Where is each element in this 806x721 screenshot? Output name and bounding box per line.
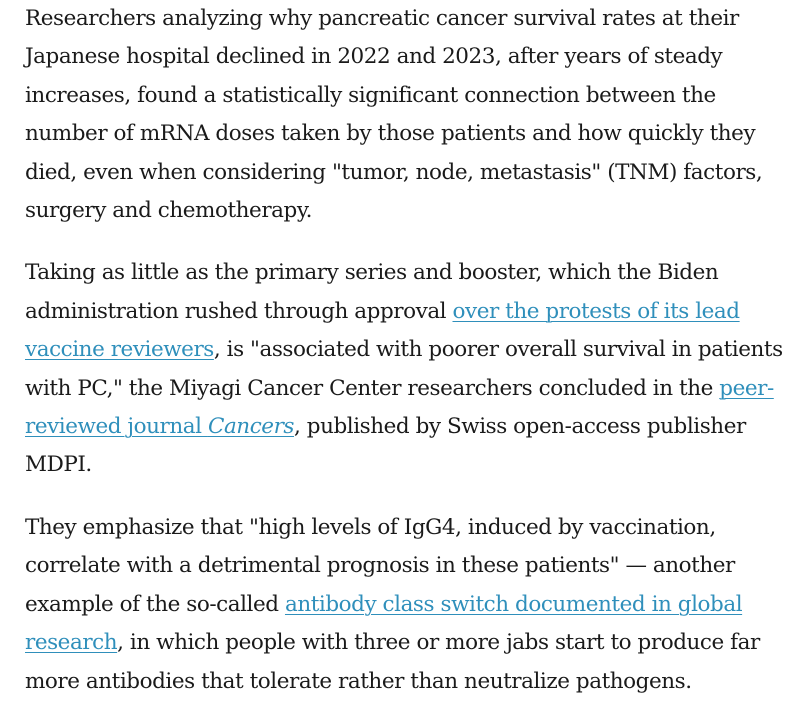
paragraph-3 — [25, 509, 790, 701]
paragraph-2 — [25, 254, 790, 484]
link-journal-name: Cancers — [207, 414, 294, 440]
paragraph-3-text-b: , in which people with three or more jabs start to produce far more antibodies that tolerate rather than neutralize pathogens. — [25, 630, 760, 694]
paragraph-1-text: Researchers analyzing why pancreatic cancer survival rates at their Japanese hospital declined in 2022 and 2023, after years of steady increases, found a statistically significant connection between the number of mRNA doses taken by those patients and how quickly they died, even when considering "tumor, node, metastasis" (TNM) factors, surgery and chemotherapy. — [25, 6, 763, 224]
link-antibody-class-switch[interactable]: antibody class switch documented in global research — [25, 591, 743, 656]
link-journal-prefix: peer-reviewed journal — [25, 375, 774, 440]
paragraph-3-text-a: They emphasize that "high levels of IgG4, induced by vaccination, correlate with a detrimental prognosis in these patients" — another example of the so-called — [25, 514, 735, 617]
paragraph-2-text-b: , is "associated with poorer overall survival in patients with PC," the Miyagi Cancer Center researchers concluded in the — [25, 337, 783, 401]
paragraph-1 — [25, 0, 790, 230]
link-vaccine-reviewers[interactable]: over the protests of its lead vaccine reviewers — [25, 298, 740, 363]
article-body — [25, 0, 790, 701]
paragraph-2-text-c: , published by Swiss open-access publisher MDPI. — [25, 414, 746, 478]
paragraph-2-text-a: Taking as little as the primary series and booster, which the Biden administration rushed through approval — [25, 260, 719, 324]
